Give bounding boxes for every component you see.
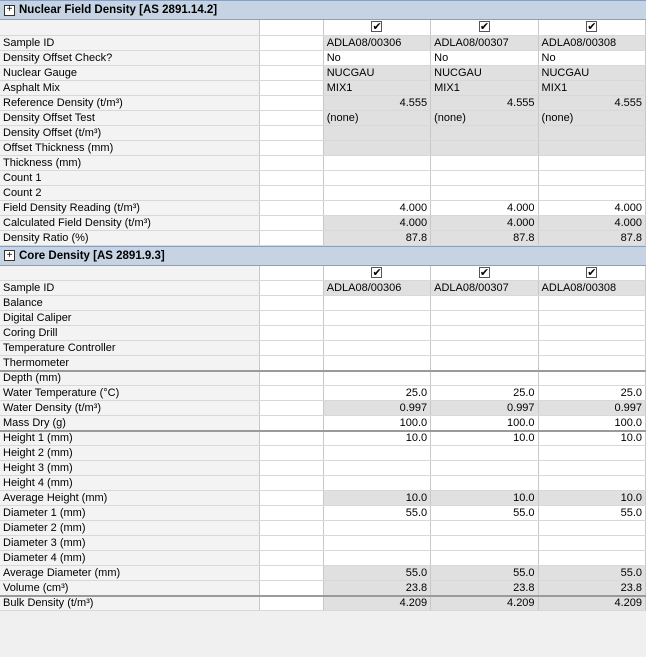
value-cell[interactable]: 4.209 [538, 596, 645, 611]
include-checkbox-cell [431, 266, 538, 281]
expand-icon[interactable]: + [4, 5, 15, 16]
value-cell[interactable] [538, 521, 645, 536]
value-cell[interactable] [538, 461, 645, 476]
include-checkbox-row [0, 20, 646, 35]
value-cell[interactable]: 10.0 [538, 491, 645, 506]
value-cell[interactable]: NUCGAU [538, 65, 645, 80]
row-label: Depth (mm) [0, 371, 259, 386]
value-cell[interactable] [431, 185, 538, 200]
value-cell[interactable] [431, 551, 538, 566]
spacer-cell [259, 401, 323, 416]
include-checkbox[interactable]: ✔ [372, 21, 382, 34]
spacer-cell [259, 566, 323, 581]
row-label: Nuclear Gauge [0, 65, 259, 80]
row-label: Thermometer [0, 356, 259, 371]
value-cell[interactable] [431, 476, 538, 491]
value-cell[interactable]: MIX1 [538, 80, 645, 95]
spacer-cell [259, 476, 323, 491]
spacer-cell [259, 266, 323, 281]
value-cell[interactable] [431, 461, 538, 476]
spacer-cell [259, 596, 323, 611]
value-cell[interactable] [323, 125, 430, 140]
spacer-cell [259, 281, 323, 296]
table-row [0, 461, 646, 476]
value-cell[interactable]: MIX1 [431, 80, 538, 95]
row-label: Offset Thickness (mm) [0, 140, 259, 155]
row-label: Bulk Density (t/m³) [0, 596, 259, 611]
value-cell[interactable] [323, 551, 430, 566]
row-label: Reference Density (t/m³) [0, 95, 259, 110]
value-cell[interactable]: 23.8 [323, 581, 430, 596]
include-checkbox-cell [323, 266, 430, 281]
spacer-cell [259, 80, 323, 95]
value-cell[interactable]: 4.209 [431, 596, 538, 611]
value-cell[interactable] [323, 446, 430, 461]
value-cell[interactable]: ADLA08/00308 [538, 35, 645, 50]
row-label: Density Offset Check? [0, 50, 259, 65]
row-label: Height 1 (mm) [0, 431, 259, 446]
value-cell[interactable] [538, 140, 645, 155]
value-cell[interactable]: NUCGAU [431, 65, 538, 80]
value-cell[interactable] [431, 521, 538, 536]
value-cell[interactable]: 55.0 [538, 566, 645, 581]
value-cell[interactable]: 25.0 [538, 386, 645, 401]
spacer-cell [259, 140, 323, 155]
nuclear-section-header[interactable] [0, 0, 646, 20]
value-cell[interactable] [431, 371, 538, 386]
value-cell[interactable] [323, 185, 430, 200]
include-checkbox[interactable]: ✔ [587, 21, 597, 34]
value-cell[interactable]: (none) [538, 110, 645, 125]
table-row [0, 491, 646, 506]
value-cell[interactable] [431, 536, 538, 551]
table-row [0, 170, 646, 185]
value-cell[interactable] [431, 140, 538, 155]
spacer-cell [259, 230, 323, 245]
table-row [0, 140, 646, 155]
table-row [0, 566, 646, 581]
value-cell[interactable] [431, 326, 538, 341]
table-row [0, 65, 646, 80]
table-row [0, 476, 646, 491]
spacer-cell [259, 110, 323, 125]
spacer-cell [259, 581, 323, 596]
value-cell[interactable] [431, 446, 538, 461]
spacer-cell [259, 341, 323, 356]
value-cell[interactable]: No [538, 50, 645, 65]
spacer-cell [259, 431, 323, 446]
table-row [0, 416, 646, 431]
table-row [0, 80, 646, 95]
row-label: Field Density Reading (t/m³) [0, 200, 259, 215]
value-cell[interactable]: No [323, 50, 430, 65]
spacer-cell [259, 446, 323, 461]
spacer-cell [259, 95, 323, 110]
value-cell[interactable]: 4.209 [323, 596, 430, 611]
value-cell[interactable] [431, 170, 538, 185]
row-label: Count 1 [0, 170, 259, 185]
value-cell[interactable]: 4.000 [538, 215, 645, 230]
value-cell[interactable]: 55.0 [538, 506, 645, 521]
spacer-cell [259, 371, 323, 386]
row-label: Sample ID [0, 281, 259, 296]
nuclear-grid [0, 20, 646, 246]
value-cell[interactable]: NUCGAU [323, 65, 430, 80]
value-cell[interactable]: 4.000 [431, 200, 538, 215]
value-cell[interactable] [323, 461, 430, 476]
spacer-cell [259, 50, 323, 65]
value-cell[interactable] [538, 371, 645, 386]
table-row [0, 110, 646, 125]
include-checkbox[interactable]: ✔ [479, 21, 490, 34]
row-label: Asphalt Mix [0, 80, 259, 95]
value-cell[interactable] [538, 341, 645, 356]
value-cell[interactable]: 87.8 [538, 230, 645, 245]
value-cell[interactable]: 100.0 [538, 416, 645, 431]
table-row [0, 185, 646, 200]
include-checkbox[interactable]: ✔ [479, 266, 490, 279]
value-cell[interactable]: 0.997 [431, 401, 538, 416]
value-cell[interactable]: 10.0 [431, 431, 538, 446]
spacer-cell [259, 200, 323, 215]
value-cell[interactable]: 10.0 [323, 431, 430, 446]
row-label: Density Offset Test [0, 110, 259, 125]
table-row [0, 341, 646, 356]
row-label: Mass Dry (g) [0, 416, 259, 431]
table-row [0, 311, 646, 326]
table-row [0, 296, 646, 311]
table-row [0, 446, 646, 461]
table-row [0, 581, 646, 596]
include-checkbox[interactable]: ✔ [372, 266, 382, 279]
table-row [0, 386, 646, 401]
row-label: Density Ratio (%) [0, 230, 259, 245]
table-row [0, 371, 646, 386]
value-cell[interactable] [323, 476, 430, 491]
value-cell[interactable]: 55.0 [431, 566, 538, 581]
value-cell[interactable]: 10.0 [323, 491, 430, 506]
expand-icon[interactable]: + [4, 250, 15, 261]
spacer-cell [259, 461, 323, 476]
value-cell[interactable]: 55.0 [323, 566, 430, 581]
table-row [0, 215, 646, 230]
row-label: Diameter 3 (mm) [0, 536, 259, 551]
row-label [0, 266, 259, 281]
section-title: Core Density [AS 2891.9.3] [19, 249, 165, 262]
value-cell[interactable]: 0.997 [538, 401, 645, 416]
spacer-cell [259, 215, 323, 230]
spacer-cell [259, 491, 323, 506]
value-cell[interactable]: MIX1 [323, 80, 430, 95]
row-label: Diameter 4 (mm) [0, 551, 259, 566]
value-cell[interactable] [538, 446, 645, 461]
value-cell[interactable]: 55.0 [431, 506, 538, 521]
value-cell[interactable] [538, 356, 645, 371]
value-cell[interactable]: 23.8 [538, 581, 645, 596]
value-cell[interactable] [538, 155, 645, 170]
value-cell[interactable] [431, 125, 538, 140]
table-row [0, 506, 646, 521]
table-row [0, 200, 646, 215]
spacer-cell [259, 185, 323, 200]
table-row [0, 551, 646, 566]
value-cell[interactable]: 4.555 [538, 95, 645, 110]
table-row [0, 281, 646, 296]
table-row [0, 35, 646, 50]
spacer-cell [259, 551, 323, 566]
value-cell[interactable]: 87.8 [323, 230, 430, 245]
value-cell[interactable] [431, 311, 538, 326]
value-cell[interactable] [323, 155, 430, 170]
row-label: Height 2 (mm) [0, 446, 259, 461]
value-cell[interactable]: ADLA08/00307 [431, 35, 538, 50]
value-cell[interactable]: 4.000 [538, 200, 645, 215]
include-checkbox[interactable]: ✔ [587, 266, 597, 279]
row-label: Water Density (t/m³) [0, 401, 259, 416]
value-cell[interactable] [431, 341, 538, 356]
section-title: Nuclear Field Density [AS 2891.14.2] [19, 4, 218, 16]
value-cell[interactable] [538, 311, 645, 326]
include-checkbox-cell [538, 20, 645, 35]
include-checkbox-row [0, 266, 646, 281]
row-label: Height 3 (mm) [0, 461, 259, 476]
value-cell[interactable]: 55.0 [323, 506, 430, 521]
row-label: Diameter 2 (mm) [0, 521, 259, 536]
table-row [0, 431, 646, 446]
value-cell[interactable] [323, 371, 430, 386]
spacer-cell [259, 416, 323, 431]
value-cell[interactable]: No [431, 50, 538, 65]
spacer-cell [259, 65, 323, 80]
table-row [0, 596, 646, 611]
value-cell[interactable]: 10.0 [538, 431, 645, 446]
value-cell[interactable]: 25.0 [323, 386, 430, 401]
core-grid [0, 266, 646, 612]
value-cell[interactable] [538, 536, 645, 551]
row-label: Average Height (mm) [0, 491, 259, 506]
value-cell[interactable] [323, 536, 430, 551]
table-row [0, 155, 646, 170]
nuclear-section [0, 0, 646, 246]
value-cell[interactable]: 4.000 [431, 215, 538, 230]
value-cell[interactable] [323, 296, 430, 311]
row-label [0, 20, 259, 35]
value-cell[interactable]: 4.000 [323, 215, 430, 230]
value-cell[interactable]: ADLA08/00307 [431, 281, 538, 296]
spacer-cell [259, 386, 323, 401]
row-label: Count 2 [0, 185, 259, 200]
row-label: Calculated Field Density (t/m³) [0, 215, 259, 230]
value-cell[interactable]: 4.000 [323, 200, 430, 215]
value-cell[interactable] [538, 185, 645, 200]
spacer-cell [259, 296, 323, 311]
value-cell[interactable] [538, 296, 645, 311]
row-label: Temperature Controller [0, 341, 259, 356]
value-cell[interactable]: 4.555 [431, 95, 538, 110]
value-cell[interactable]: 100.0 [323, 416, 430, 431]
value-cell[interactable]: ADLA08/00306 [323, 35, 430, 50]
row-label: Digital Caliper [0, 311, 259, 326]
spacer-cell [259, 326, 323, 341]
value-cell[interactable] [323, 311, 430, 326]
row-label: Water Temperature (°C) [0, 386, 259, 401]
spacer-cell [259, 35, 323, 50]
value-cell[interactable]: (none) [323, 110, 430, 125]
value-cell[interactable] [538, 476, 645, 491]
row-label: Sample ID [0, 35, 259, 50]
spacer-cell [259, 356, 323, 371]
value-cell[interactable] [431, 155, 538, 170]
row-label: Diameter 1 (mm) [0, 506, 259, 521]
value-cell[interactable] [323, 341, 430, 356]
row-label: Balance [0, 296, 259, 311]
table-row [0, 95, 646, 110]
table-row [0, 326, 646, 341]
spacer-cell [259, 125, 323, 140]
value-cell[interactable] [323, 356, 430, 371]
table-row [0, 401, 646, 416]
value-cell[interactable]: (none) [431, 110, 538, 125]
value-cell[interactable]: 87.8 [431, 230, 538, 245]
value-cell[interactable]: ADLA08/00306 [323, 281, 430, 296]
value-cell[interactable] [323, 170, 430, 185]
table-row [0, 230, 646, 245]
value-cell[interactable] [323, 521, 430, 536]
value-cell[interactable]: ADLA08/00308 [538, 281, 645, 296]
spacer-cell [259, 521, 323, 536]
value-cell[interactable]: 4.555 [323, 95, 430, 110]
value-cell[interactable]: 10.0 [431, 491, 538, 506]
core-section-header[interactable] [0, 246, 646, 266]
spacer-cell [259, 311, 323, 326]
spacer-cell [259, 155, 323, 170]
value-cell[interactable]: 25.0 [431, 386, 538, 401]
value-cell[interactable]: 23.8 [431, 581, 538, 596]
value-cell[interactable] [323, 326, 430, 341]
value-cell[interactable] [538, 170, 645, 185]
table-row [0, 536, 646, 551]
include-checkbox-cell [323, 20, 430, 35]
row-label: Volume (cm³) [0, 581, 259, 596]
value-cell[interactable] [538, 551, 645, 566]
value-cell[interactable]: 100.0 [431, 416, 538, 431]
spacer-cell [259, 170, 323, 185]
table-row [0, 521, 646, 536]
value-cell[interactable] [431, 356, 538, 371]
table-row [0, 50, 646, 65]
core-section [0, 246, 646, 612]
value-cell[interactable] [538, 326, 645, 341]
row-label: Average Diameter (mm) [0, 566, 259, 581]
value-cell[interactable] [431, 296, 538, 311]
value-cell[interactable] [538, 125, 645, 140]
row-label: Height 4 (mm) [0, 476, 259, 491]
spacer-cell [259, 20, 323, 35]
row-label: Density Offset (t/m³) [0, 125, 259, 140]
spacer-cell [259, 506, 323, 521]
include-checkbox-cell [431, 20, 538, 35]
row-label: Coring Drill [0, 326, 259, 341]
include-checkbox-cell [538, 266, 645, 281]
table-row [0, 125, 646, 140]
row-label: Thickness (mm) [0, 155, 259, 170]
value-cell[interactable] [323, 140, 430, 155]
spacer-cell [259, 536, 323, 551]
table-row [0, 356, 646, 371]
value-cell[interactable]: 0.997 [323, 401, 430, 416]
